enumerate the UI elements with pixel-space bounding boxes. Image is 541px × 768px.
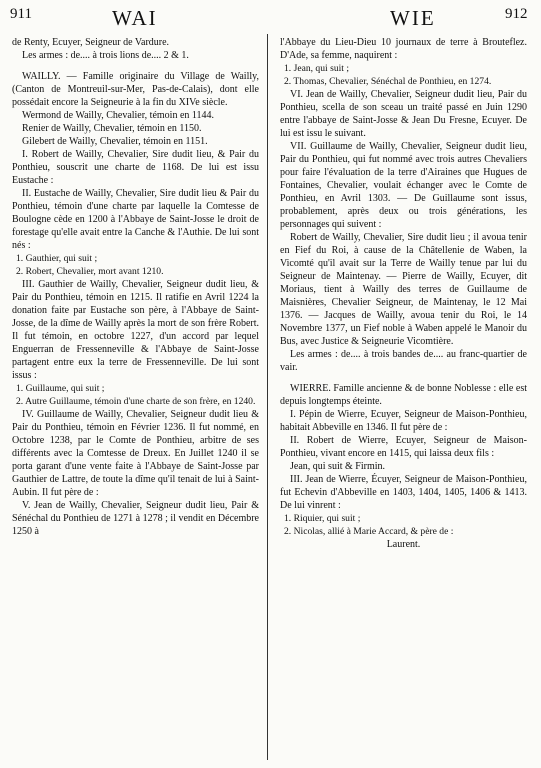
paragraph: V. Jean de Wailly, Chevalier, Seigneur dudit lieu, Pair & Sénéchal du Ponthieu de 1271 à 1278 ; il vendit en Décembre 1250 à (12, 500, 259, 537)
paragraph: de Renty, Ecuyer, Seigneur de Vardure. (12, 37, 170, 48)
paragraph-spacer (12, 62, 259, 70)
left-column (12, 36, 259, 538)
page-number-right: 912 (505, 6, 528, 22)
paragraph: 2. Autre Guillaume, témoin d'une charte de son frère, en 1240. (16, 396, 256, 407)
running-head-left: WAI (112, 6, 158, 30)
paragraph: WAILLY. — Famille originaire du Village de Wailly, (Canton de Montreuil-sur-Mer, Pas-de-Calais), dont elle possédait encore la Seigneurie à la fin du XIVe siècle. (12, 71, 259, 108)
paragraph: Jean, qui suit & Firmin. (290, 461, 385, 472)
paragraph: Les armes : de.... à trois bandes de.... au franc-quartier de vair. (280, 349, 527, 373)
paragraph-spacer (280, 374, 527, 382)
paragraph: Renier de Wailly, Chevalier, témoin en 1150. (22, 123, 202, 134)
running-head-right: WIE (390, 6, 436, 30)
paragraph: WIERRE. Famille ancienne & de bonne Noblesse : elle est depuis longtemps éteinte. (280, 383, 527, 407)
paragraph: Les armes : de.... à trois lions de.... 2 & 1. (22, 50, 189, 61)
paragraph: 1. Guillaume, qui suit ; (16, 383, 105, 394)
paragraph: 2. Thomas, Chevalier, Sénéchal de Ponthieu, en 1274. (284, 76, 492, 87)
paragraph: 1. Riquier, qui suit ; (284, 513, 361, 524)
paragraph: Robert de Wailly, Chevalier, Sire dudit lieu ; il avoua tenir en Fief du Roi, à cause de la Châtellenie de Waben, la Vicomté qu'il avait sur la Terre de Wailly tenue par lui du Seigneur de Maintenay. — Pierre de Wailly, Ecuyer, dit Moriaus, tient à Wailly des terres de Guillaume de Maisnières, Chevalier Seigneur, de Maintenay, le 12 Mai 1376. — Jacques de Wailly, avoua tenir du Roi, le 14 Novembre 1377, un Fief noble à Waben appelé le Manoir du Bus, avec Justice & Seigneurie Vicomtière. (280, 232, 527, 347)
paragraph: 1. Jean, qui suit ; (284, 63, 350, 74)
paragraph: II. Robert de Wierre, Ecuyer, Seigneur de Maison-Ponthieu, vivant encore en 1415, qui laissa deux fils : (280, 435, 527, 459)
paragraph: VI. Jean de Wailly, Chevalier, Seigneur dudit lieu, Pair du Ponthieu, scella de son sceau un traité passé en Juin 1290 entre l'abbaye de Saint-Josse & Jean Du Fresne, Ecuyer. De lui est issu le suivant. (280, 89, 527, 139)
page-number-left: 911 (10, 6, 32, 22)
paragraph: I. Pépin de Wierre, Ecuyer, Seigneur de Maison-Ponthieu, habitait Abbeville en 1346. Il fut père de : (280, 409, 527, 433)
paragraph: Wermond de Wailly, Chevalier, témoin en 1144. (22, 110, 215, 121)
paragraph: 2. Nicolas, allié à Marie Accard, & père de : (284, 526, 454, 537)
paragraph: Laurent. (386, 539, 421, 550)
paragraph: II. Eustache de Wailly, Chevalier, Sire dudit lieu & Pair du Ponthieu, témoin d'une charte par laquelle la Comtesse de Boulogne cède en 1200 à l'Abbaye de Saint-Josse le droit de forestage qu'elle avait entre la Canche & l'Authie. De lui sont nés : (12, 188, 259, 251)
paragraph: III. Jean de Wierre, Écuyer, Seigneur de Maison-Ponthieu, fut Echevin d'Abbeville en 1403, 1404, 1405, 1406 & 1413. De lui vinrent : (280, 474, 527, 511)
column-divider (267, 34, 268, 760)
paragraph: III. Gauthier de Wailly, Chevalier, Seigneur dudit lieu, & Pair du Ponthieu, témoin en 1215. Il ratifie en Avril 1224 la donation faite par Eustache son père, à l'Abbaye de Saint-Josse, de la dîme de Wailly après la mort de son frère Robert. Il fut témoin, en octobre 1227, d'un accord par lequel Enguerran de Fressenneville & l'Abbaye de Saint-Josse partagent entre eux la terre de Fressenneville. De lui sont issus : (12, 279, 259, 381)
paragraph: VII. Guillaume de Wailly, Chevalier, Seigneur dudit lieu, Pair du Ponthieu, qui fut nommé avec trois autres Chevaliers pour faire l'évaluation de la terre d'Airaines que Hugues de Fontaines, Chevalier, voulait échanger avec le Comte de Ponthieu, en Avril 1303. — De Guillaume sont issus, probablement, après deux ou trois générations, les personnages qui suivent : (280, 141, 527, 230)
paragraph: 1. Gauthier, qui suit ; (16, 253, 98, 264)
paragraph: 2. Robert, Chevalier, mort avant 1210. (16, 266, 164, 277)
paragraph: IV. Guillaume de Wailly, Chevalier, Seigneur dudit lieu & Pair du Ponthieu, témoin en Février 1236. Il fut nommé, en Octobre 1238, par le Comte de Ponthieu, arbitre de ses différents avec la Comtesse de Dreux. En Juillet 1240 il se porta garant d'une vente faite à l'Abbaye de Saint-Josse par Gauthier de Lattre, de toute la dîme qu'il tenait de lui à Saint-Aubin. Il fut père de : (12, 409, 259, 498)
paragraph: Gilebert de Wailly, Chevalier, témoin en 1151. (22, 136, 208, 147)
paragraph: I. Robert de Wailly, Chevalier, Sire dudit lieu, & Pair du Ponthieu, souscrit une charte de 1168. De lui est issu Eustache : (12, 149, 259, 186)
paragraph: l'Abbaye du Lieu-Dieu 10 journaux de terre à Brouteflez. D'Ade, sa femme, naquirent : (280, 37, 527, 61)
right-column (280, 36, 527, 551)
